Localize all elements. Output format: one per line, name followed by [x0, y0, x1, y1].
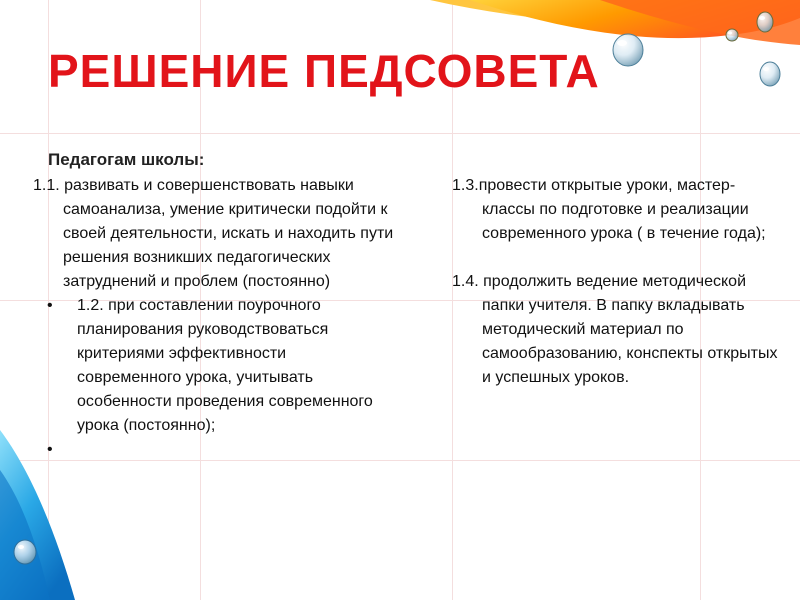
bullet-marker: • — [47, 441, 53, 458]
water-drop-icon — [755, 10, 775, 34]
bullet-marker: • — [47, 297, 53, 314]
water-drop-icon — [758, 60, 782, 88]
right-column — [452, 174, 782, 390]
spacer — [452, 246, 782, 270]
slide-title: РЕШЕНИЕ ПЕДСОВЕТА — [48, 45, 600, 97]
slide-subtitle: Педагогам школы: — [48, 150, 205, 169]
list-item-text: 1.2. при составлении поурочного планирования руководствоваться критериями эффективности современного урока, учитывать особенности проведения современного урока (постоянно); — [77, 297, 373, 434]
list-item: 1.4. продолжить ведение методической папки учителя. В папку вкладывать методический материал по самообразованию, конспекты открытых и успешных уроков. — [452, 273, 778, 386]
empty-bulleted-list-item — [33, 438, 403, 462]
water-drop-icon — [725, 28, 739, 42]
water-drop-icon — [12, 538, 38, 566]
water-drop-icon — [610, 30, 646, 70]
list-item: 1.1. развивать и совершенствовать навыки самоанализа, умение критически подойти к своей деятельности, искать и находить пути решения возникших педагогических затруднений и проблем (постоянно) — [33, 177, 394, 290]
left-column — [33, 174, 403, 462]
list-item: 1.3.провести открытые уроки, мастер-классы по подготовке и реализации современного урока ( в течение года); — [452, 177, 766, 242]
bulleted-list-item — [33, 294, 373, 438]
